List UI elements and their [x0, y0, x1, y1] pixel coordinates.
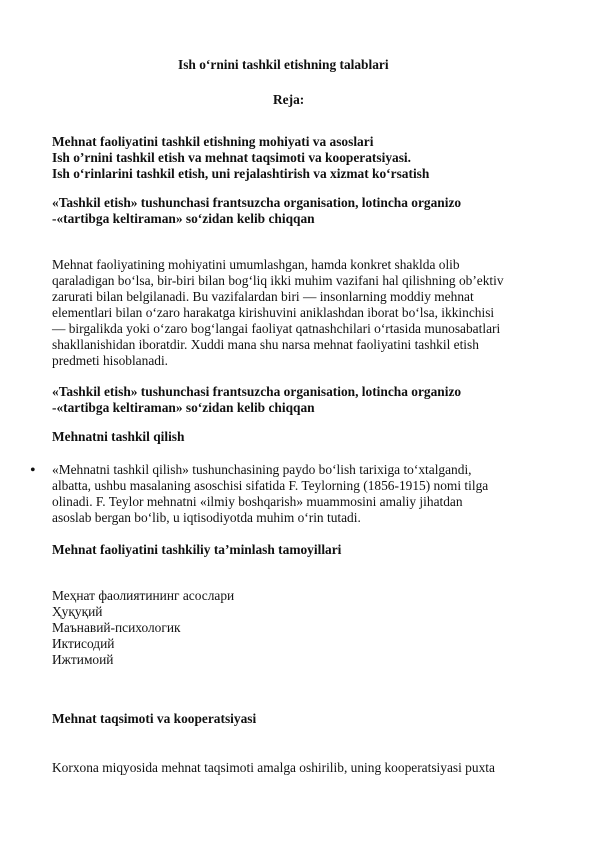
paragraph-line: Mehnat faoliyatining mohiyatini umumlashgan, hamda konkret shaklda olib [52, 257, 460, 272]
definition-line: -«tartibga keltiraman» so‘zidan kelib chiqqan [52, 400, 315, 415]
section-heading: Mehnat faoliyatini tashkiliy ta’minlash tamoyillari [52, 542, 342, 557]
paragraph-line: Korxona miqyosida mehnat taqsimoti amalga oshirilib, uning kooperatsiyasi puxta [52, 760, 495, 775]
definition-line: «Tashkil etish» tushunchasi frantsuzcha organisation, lotincha organizo [52, 195, 462, 210]
paragraph-line: albatta, ushbu masalaning asoschisi sifatida F. Teylorning (1856-1915) nomi tilga [52, 478, 489, 493]
definition-line: «Tashkil etish» tushunchasi frantsuzcha organisation, lotincha organizo [52, 384, 462, 399]
bullet-paragraph [52, 462, 552, 526]
plan-heading: Reja: [273, 92, 305, 107]
definition-line: -«tartibga keltiraman» so‘zidan kelib chiqqan [52, 211, 315, 226]
paragraph-line: qaraladigan bo‘lsa, bir-biri bilan bog‘liq ikki muhim vazifani hal qilishning ob’ektiv [52, 273, 504, 288]
section-heading: Mehnat taqsimoti va kooperatsiyasi [52, 711, 257, 726]
principles-list [52, 588, 552, 668]
principle-item: Ижтимоий [52, 652, 114, 667]
principle-item: Меҳнат фаолиятининг асослари [52, 588, 235, 603]
plan-item: Ish o‘rinlarini tashkil etish, uni rejalashtirish va xizmat ko‘rsatish [52, 166, 430, 181]
principle-item: Маънавий-психологик [52, 620, 181, 635]
definition-block-repeat [52, 384, 552, 416]
plan-item: Mehnat faoliyatini tashkil etishning mohiyati va asoslari [52, 134, 374, 149]
principle-item: Ҳуқуқий [52, 604, 103, 619]
principle-item: Иктисодий [52, 636, 115, 651]
paragraph-line: olinadi. F. Teylor mehnatni «ilmiy boshqarish» muammosini amaliy jihatdan [52, 494, 463, 509]
paragraph-line: shakllanishidan iboratdir. Xuddi mana shu narsa mehnat faoliyatini tashkil etish [52, 337, 479, 352]
paragraph-line: asoslab bergan bo‘lib, u iqtisodiyotda muhim o‘rin tutadi. [52, 510, 361, 525]
section-heading: Mehnatni tashkil qilish [52, 429, 185, 444]
paragraph-line: zarurati bilan belgilanadi. Bu vazifalardan biri — insonlarning moddiy mehnat [52, 289, 474, 304]
plan-list [52, 134, 552, 182]
paragraph-line: elementlari bilan o‘zaro harakatga kirishuvini aniklashdan iborat bo‘lsa, ikkinchisi [52, 305, 495, 320]
bullet-icon: • [30, 462, 36, 479]
paragraph-line: «Mehnatni tashkil qilish» tushunchasining paydo bo‘lish tarixiga to‘xtalgandi, [52, 462, 472, 477]
definition-block [52, 195, 552, 227]
document-title: Ish o‘rnini tashkil etishning talablari [178, 57, 389, 72]
intro-paragraph [52, 257, 552, 369]
paragraph-line: predmeti hisoblanadi. [52, 353, 169, 368]
paragraph-line: — birgalikda yoki o‘zaro bog‘langai faoliyat qatnashchilari o‘rtasida munosabatlari [52, 321, 501, 336]
closing-paragraph [52, 760, 552, 776]
plan-item: Ish o’rnini tashkil etish va mehnat taqsimoti va kooperatsiyasi. [52, 150, 411, 165]
